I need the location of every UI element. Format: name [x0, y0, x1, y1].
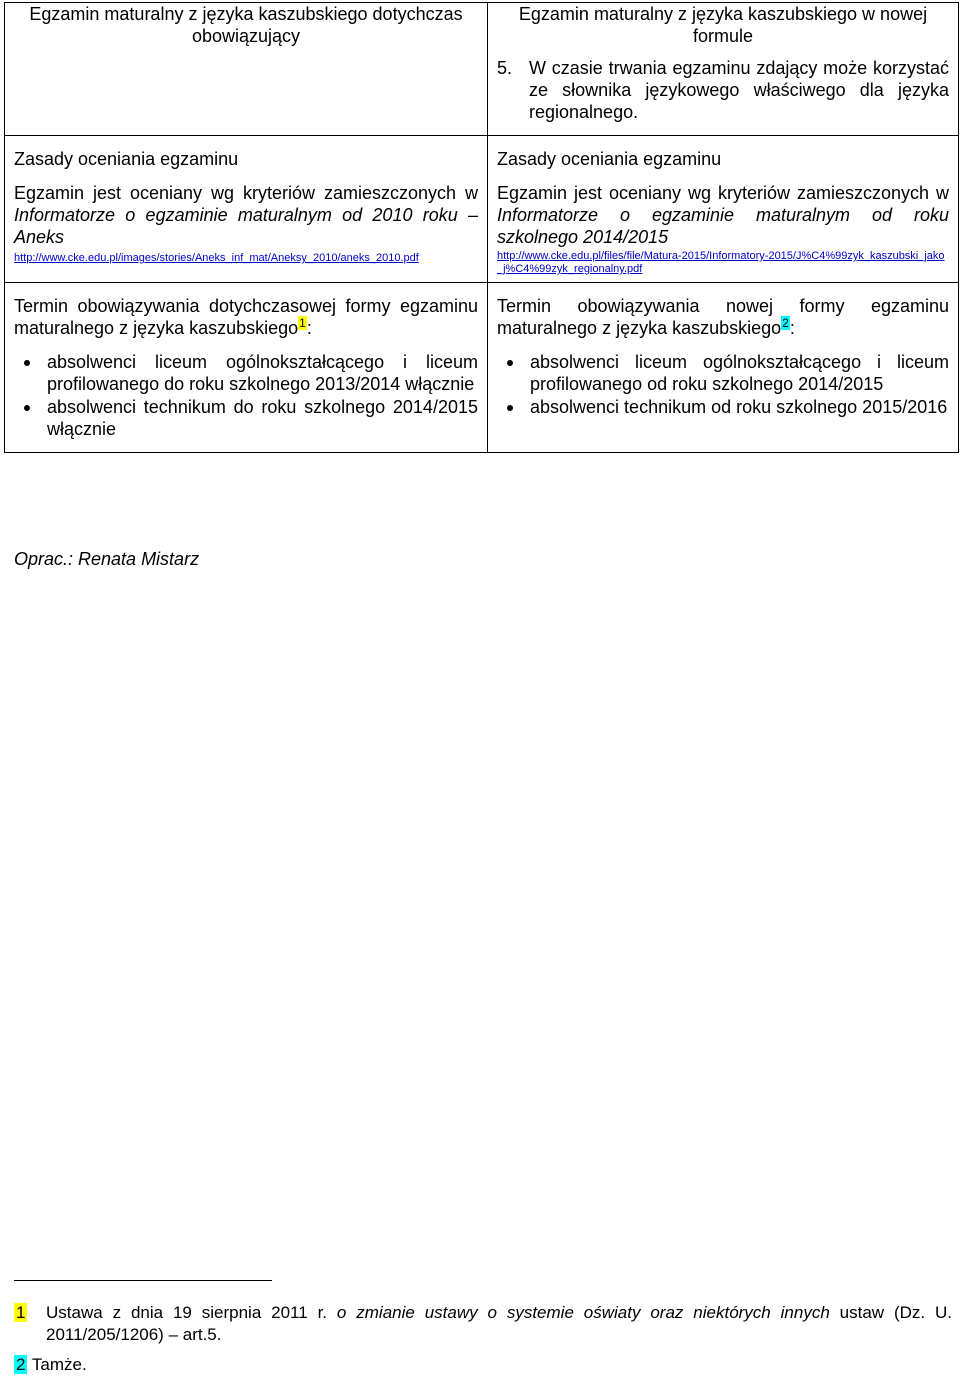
right-term-text: Termin obowiązywania nowej formy egzaminu maturalnego z języka kaszubskiego — [497, 296, 949, 338]
left-grading-cell — [5, 136, 488, 283]
left-bullet-list — [14, 351, 478, 440]
comparison-table — [4, 2, 959, 453]
table-row — [5, 136, 959, 283]
right-bullet-list — [497, 351, 949, 418]
author-line: Oprac.: Renata Mistarz — [14, 549, 200, 569]
footnote-1 — [14, 1302, 952, 1346]
right-grading-text-italic: Informatorze o egzaminie maturalnym od roku szkolnego 2014/2015 — [497, 205, 949, 247]
footnote-1-text-b: ustaw (Dz. U. 2011/205/1206) – art.5. — [46, 1303, 952, 1344]
right-grading-cell — [488, 136, 959, 283]
left-grading-text-italic: Informatorze o egzaminie maturalnym od 2010 roku – Aneks — [14, 205, 478, 247]
footnote-2-number: 2 — [16, 1355, 26, 1374]
list-item: absolwenci liceum ogólnokształcącego i liceum profilowanego od roku szkolnego 2014/2015 — [530, 352, 949, 394]
left-term-cell — [5, 283, 488, 453]
left-header: Egzamin maturalny z języka kaszubskiego dotychczas obowiązujący — [29, 4, 463, 46]
footnote-2 — [14, 1354, 952, 1376]
point-5 — [497, 57, 949, 123]
footnote-ref-2[interactable]: 2 — [782, 316, 789, 330]
footnote-ref-1[interactable]: 1 — [299, 316, 306, 330]
left-grading-text-plain: Egzamin jest oceniany wg kryteriów zamieszczonych w — [14, 183, 478, 203]
right-grading-text — [497, 182, 949, 248]
right-grading-title: Zasady oceniania egzaminu — [497, 149, 722, 169]
right-term-cell — [488, 283, 959, 453]
right-term — [497, 295, 949, 339]
right-term-colon: : — [789, 318, 795, 338]
point-5-number: 5. — [497, 58, 513, 78]
left-grading-text — [14, 182, 478, 248]
left-term — [14, 295, 478, 339]
list-item: absolwenci liceum ogólnokształcącego i liceum profilowanego do roku szkolnego 2013/2014 włącznie — [47, 352, 478, 394]
footnote-1-text — [46, 1302, 952, 1346]
right-header-cell — [488, 3, 959, 136]
footnote-separator — [14, 1280, 272, 1281]
right-grading-text-plain: Egzamin jest oceniany wg kryteriów zamieszczonych w — [497, 183, 949, 203]
footnote-1-number: 1 — [16, 1303, 26, 1322]
footnote-1-text-italic: o zmianie ustawy o systemie oświaty oraz niektórych innych — [336, 1303, 830, 1322]
list-item: absolwenci technikum od roku szkolnego 2015/2016 — [530, 397, 948, 417]
footnote-1-text-a: Ustawa z dnia 19 sierpnia 2011 r. — [46, 1303, 337, 1322]
left-term-text: Termin obowiązywania dotychczasowej formy egzaminu maturalnego z języka kaszubskiego — [14, 296, 478, 338]
point-5-text: W czasie trwania egzaminu zdający może korzystać ze słownika językowego właściwego dla języka regionalnego. — [529, 58, 949, 122]
right-header: Egzamin maturalny z języka kaszubskiego w nowej formule — [518, 4, 928, 46]
left-grading-link[interactable]: http://www.cke.edu.pl/images/stories/Aneks_inf_mat/Aneksy_2010/aneks_2010.pdf — [14, 252, 419, 264]
left-header-cell — [5, 3, 488, 136]
right-grading-link[interactable]: http://www.cke.edu.pl/files/file/Matura-2015/Informatory-2015/J%C4%99zyk_kaszubski_jako_j%C4%99zyk_regionalny.pdf — [497, 250, 945, 275]
left-grading-title: Zasady oceniania egzaminu — [14, 149, 239, 169]
footnote-2-text: Tamże. — [31, 1355, 87, 1374]
table-row — [5, 3, 959, 136]
list-item: absolwenci technikum do roku szkolnego 2014/2015 włącznie — [47, 397, 478, 439]
table-row — [5, 283, 959, 453]
left-term-colon: : — [306, 318, 312, 338]
